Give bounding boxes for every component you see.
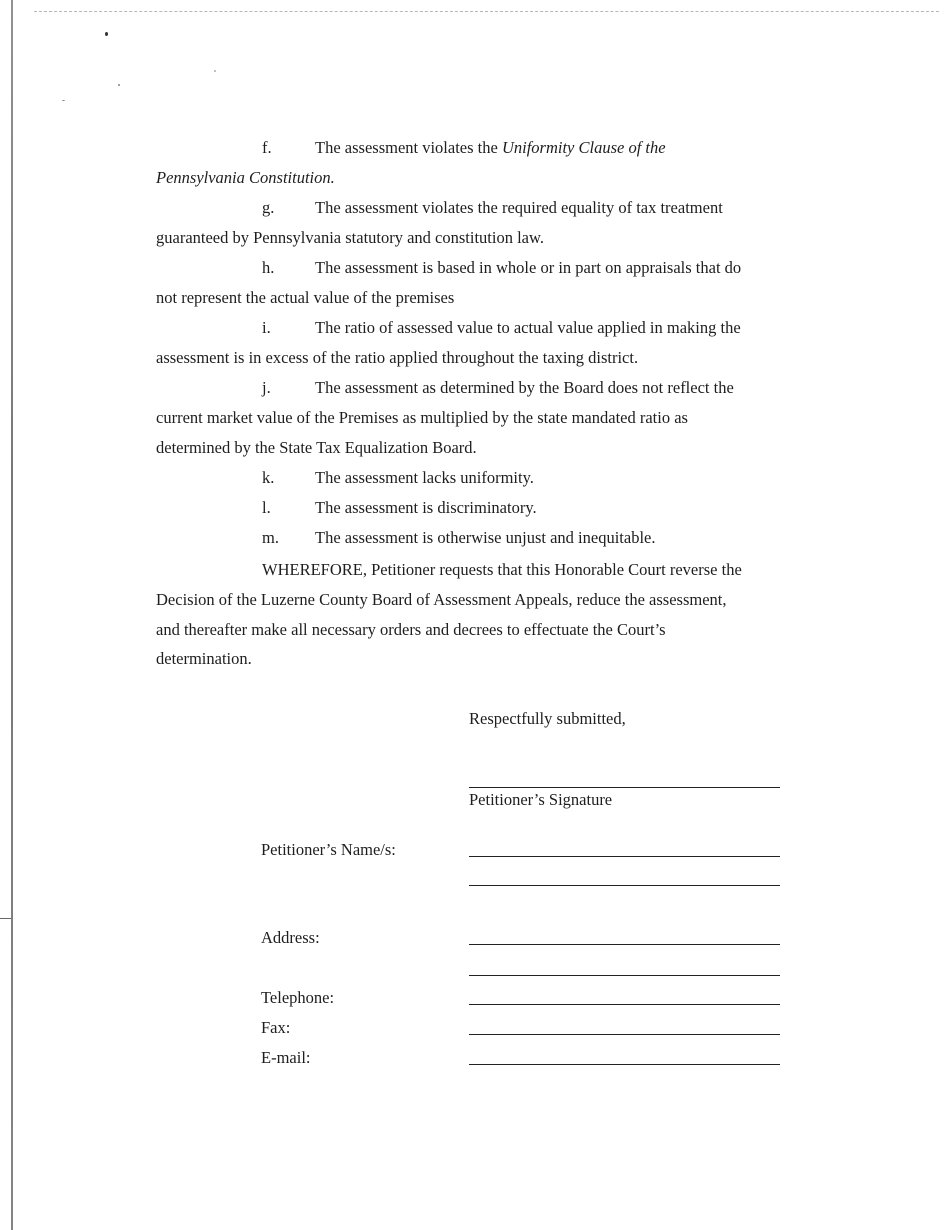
- item-continuation: assessment is in excess of the ratio applied throughout the taxing district.: [156, 348, 639, 367]
- telephone-field-line[interactable]: [469, 1004, 780, 1005]
- scan-speck: [214, 70, 216, 72]
- fax-field-line[interactable]: [469, 1034, 780, 1035]
- signature-label: Petitioner’s Signature: [469, 790, 613, 809]
- item-continuation: not represent the actual value of the premises: [156, 288, 455, 307]
- item-letter: h.: [262, 258, 275, 277]
- item-text: The assessment is discriminatory.: [315, 498, 537, 517]
- wherefore-line-3: and thereafter make all necessary orders and decrees to effectuate the Court’s: [156, 620, 666, 639]
- item-letter: k.: [262, 468, 275, 487]
- address-field-line-2[interactable]: [469, 975, 780, 976]
- item-text: The ratio of assessed value to actual value applied in making the: [315, 318, 741, 337]
- scan-edge-left: [11, 0, 13, 1230]
- fax-label: Fax:: [261, 1018, 291, 1037]
- name-field-line-2[interactable]: [469, 885, 780, 886]
- scan-speck: [62, 100, 65, 101]
- item-text: The assessment lacks uniformity.: [315, 468, 534, 487]
- item-text: The assessment violates the required equality of tax treatment: [315, 198, 723, 217]
- item-letter: g.: [262, 198, 275, 217]
- name-field-line-1[interactable]: [469, 856, 780, 857]
- item-text: The assessment violates the: [315, 138, 502, 157]
- email-field-line[interactable]: [469, 1064, 780, 1065]
- item-text-italic: Uniformity Clause of the: [501, 138, 666, 157]
- scan-hole-mark: [0, 918, 11, 919]
- item-text: The assessment as determined by the Board does not reflect the: [315, 378, 734, 397]
- scan-speck: [105, 32, 108, 36]
- item-text: The assessment is otherwise unjust and inequitable.: [315, 528, 656, 547]
- item-letter: f.: [262, 138, 272, 157]
- telephone-label: Telephone:: [261, 988, 335, 1007]
- name-label: Petitioner’s Name/s:: [261, 840, 396, 859]
- item-letter: l.: [262, 498, 271, 517]
- wherefore-line-2: Decision of the Luzerne County Board of Assessment Appeals, reduce the assessment,: [156, 590, 727, 609]
- closing-text: Respectfully submitted,: [469, 709, 626, 728]
- item-letter: j.: [262, 378, 271, 397]
- signature-line[interactable]: [469, 787, 780, 788]
- item-letter: i.: [262, 318, 271, 337]
- item-continuation: guaranteed by Pennsylvania statutory and constitution law.: [156, 228, 544, 247]
- item-continuation: current market value of the Premises as multiplied by the state mandated ratio as: [156, 408, 688, 427]
- address-label: Address:: [261, 928, 320, 947]
- item-letter: m.: [262, 528, 279, 547]
- scan-speck: [118, 84, 120, 86]
- item-continuation: Pennsylvania Constitution.: [156, 168, 335, 187]
- email-label: E-mail:: [261, 1048, 311, 1067]
- wherefore-line-1: WHEREFORE, Petitioner requests that this Honorable Court reverse the: [262, 560, 742, 579]
- item-text: The assessment is based in whole or in part on appraisals that do: [315, 258, 742, 277]
- item-continuation: determined by the State Tax Equalization Board.: [156, 438, 477, 457]
- wherefore-line-4: determination.: [156, 649, 252, 668]
- scan-edge-top: [34, 11, 939, 12]
- address-field-line-1[interactable]: [469, 944, 780, 945]
